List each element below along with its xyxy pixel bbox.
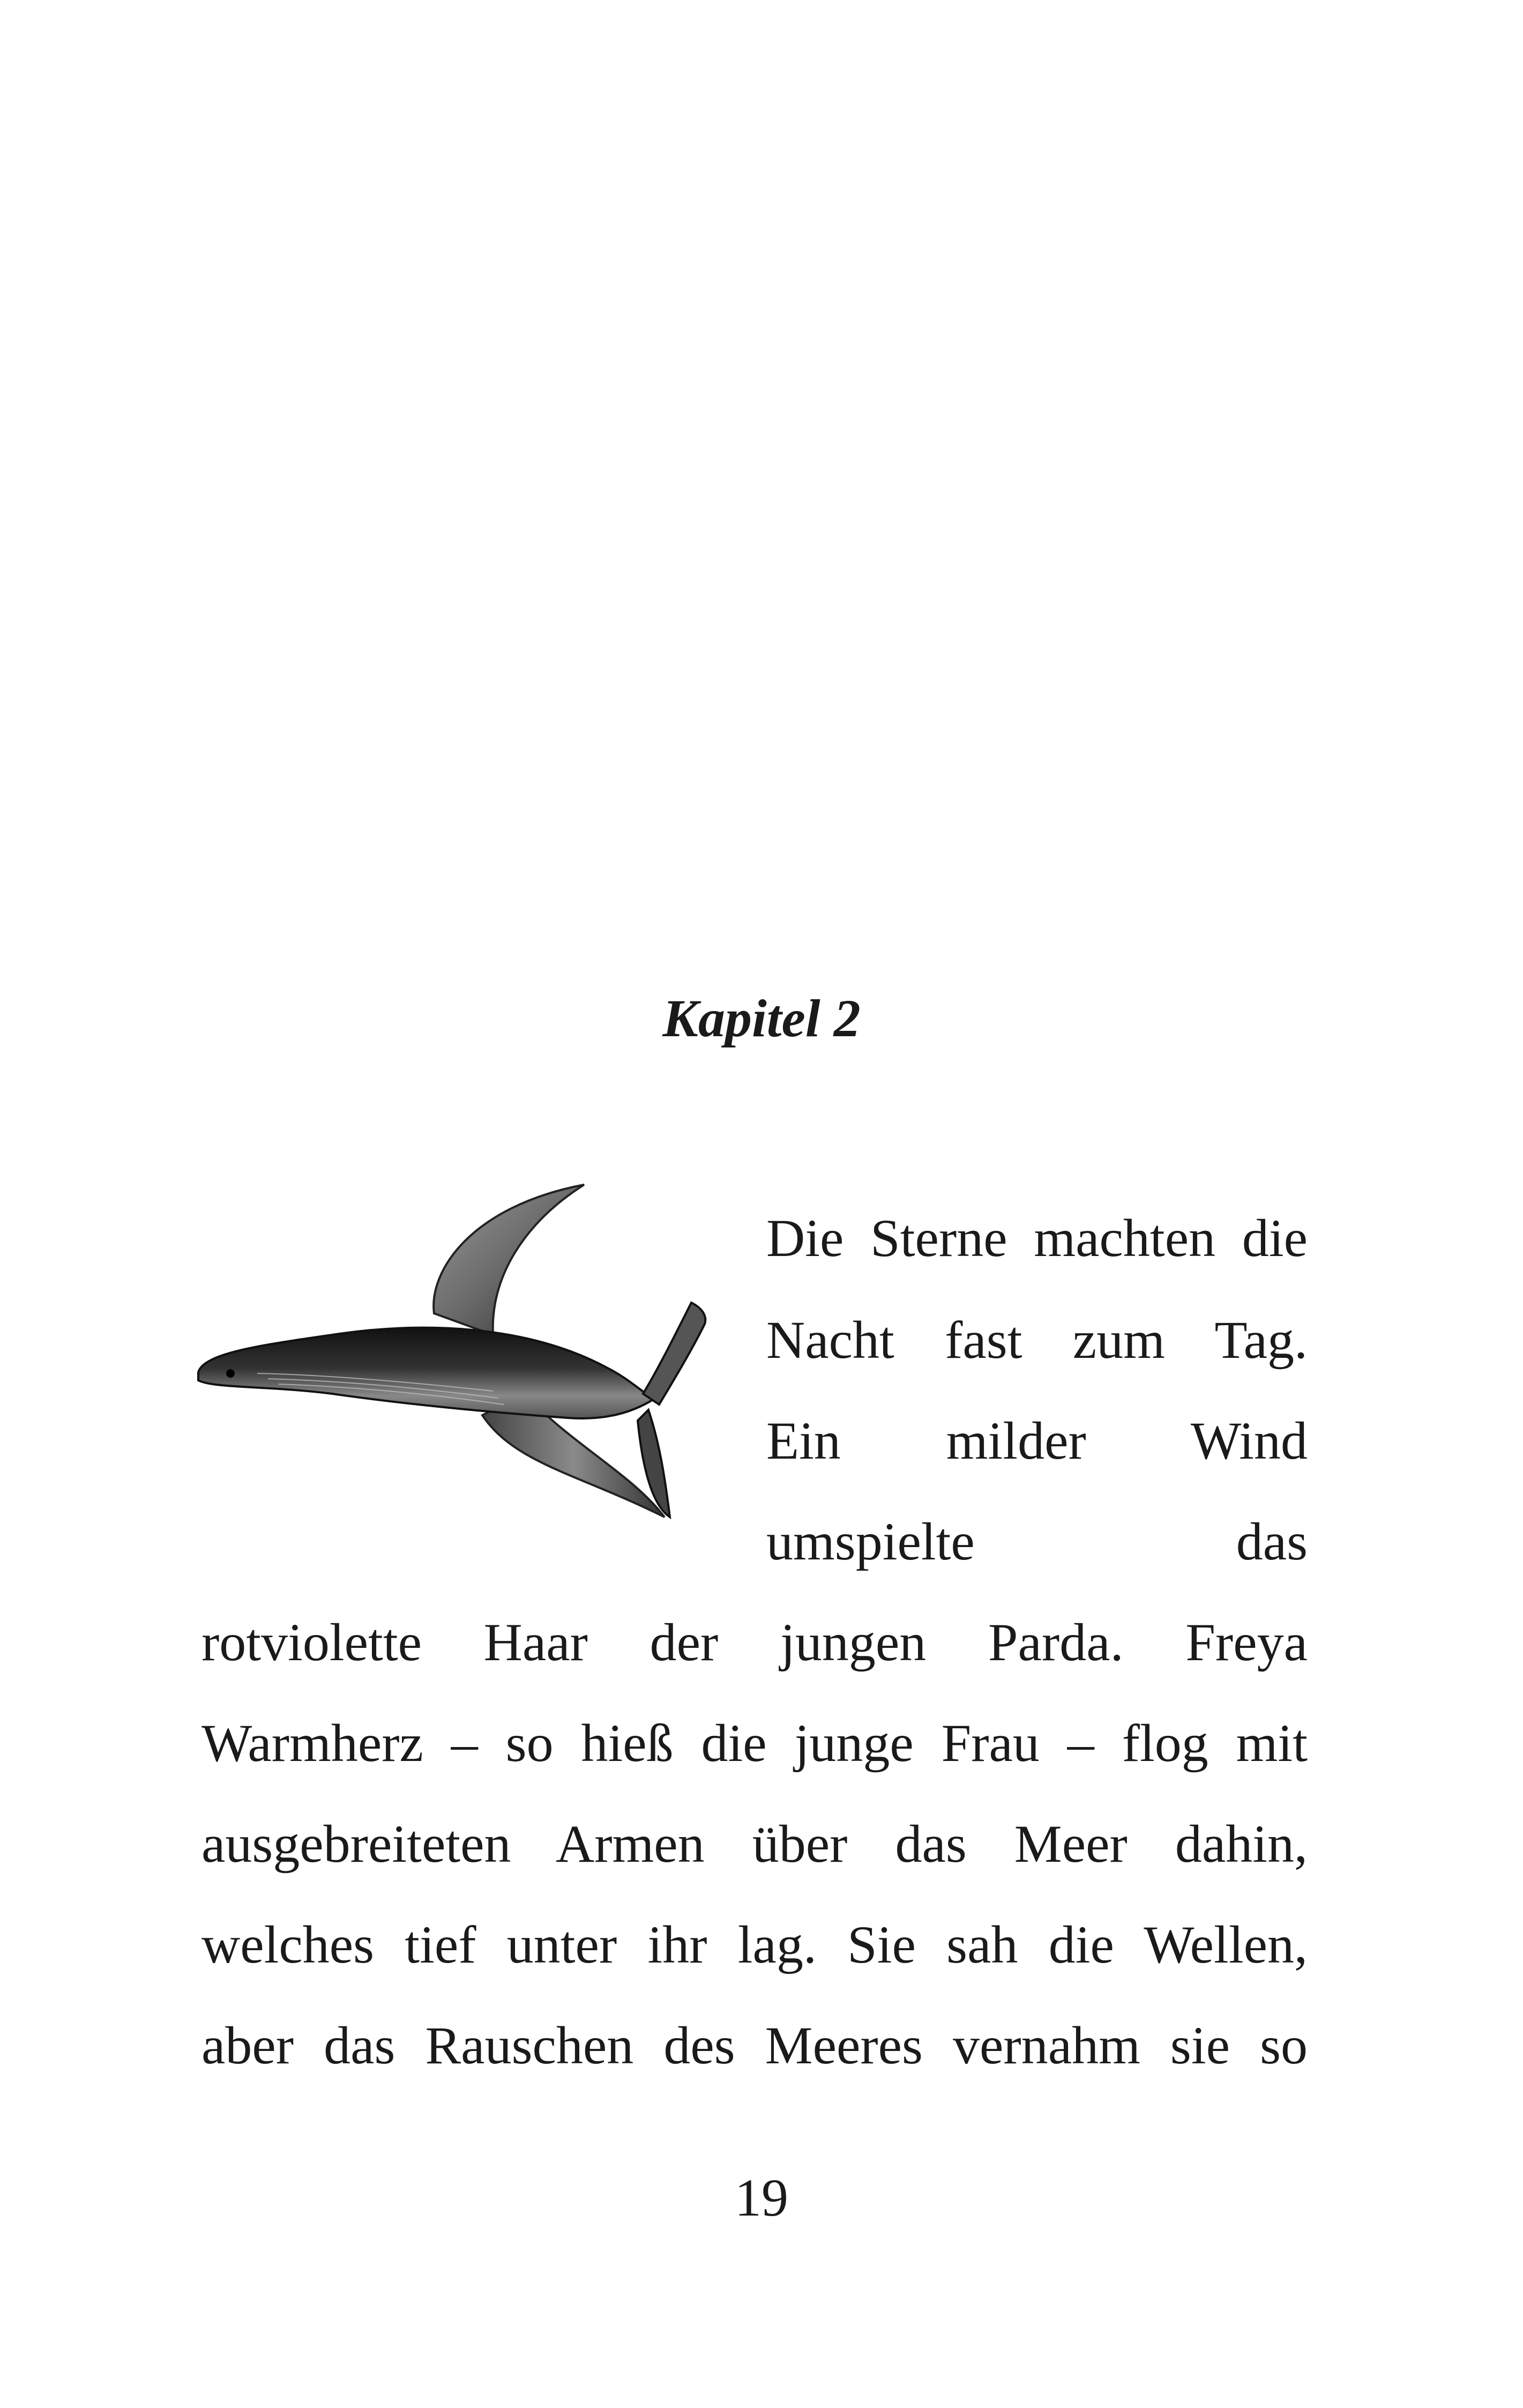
body-text-line: umspielte das [766,1512,1308,1571]
body-text-line: aber das Rauschen des Meeres vernahm sie so [201,2016,1308,2075]
body-text-line: Die Sterne machten die [766,1208,1308,1268]
page-number: 19 [735,2168,788,2227]
humpback-whale-icon [193,1174,729,1539]
chapter-title: Kapitel 2 [662,989,861,1048]
body-text-line: Ein milder Wind [766,1411,1308,1470]
body-text-line: welches tief unter ihr lag. Sie sah die Wellen, [201,1915,1308,1974]
body-text-line: Warmherz – so hieß die junge Frau – flog mit [201,1713,1308,1773]
body-text-line: ausgebreiteten Armen über das Meer dahin, [201,1814,1308,1874]
body-text-line: Nacht fast zum Tag. [766,1310,1308,1370]
body-text-line: rotviolette Haar der jungen Parda. Freya [201,1612,1308,1672]
